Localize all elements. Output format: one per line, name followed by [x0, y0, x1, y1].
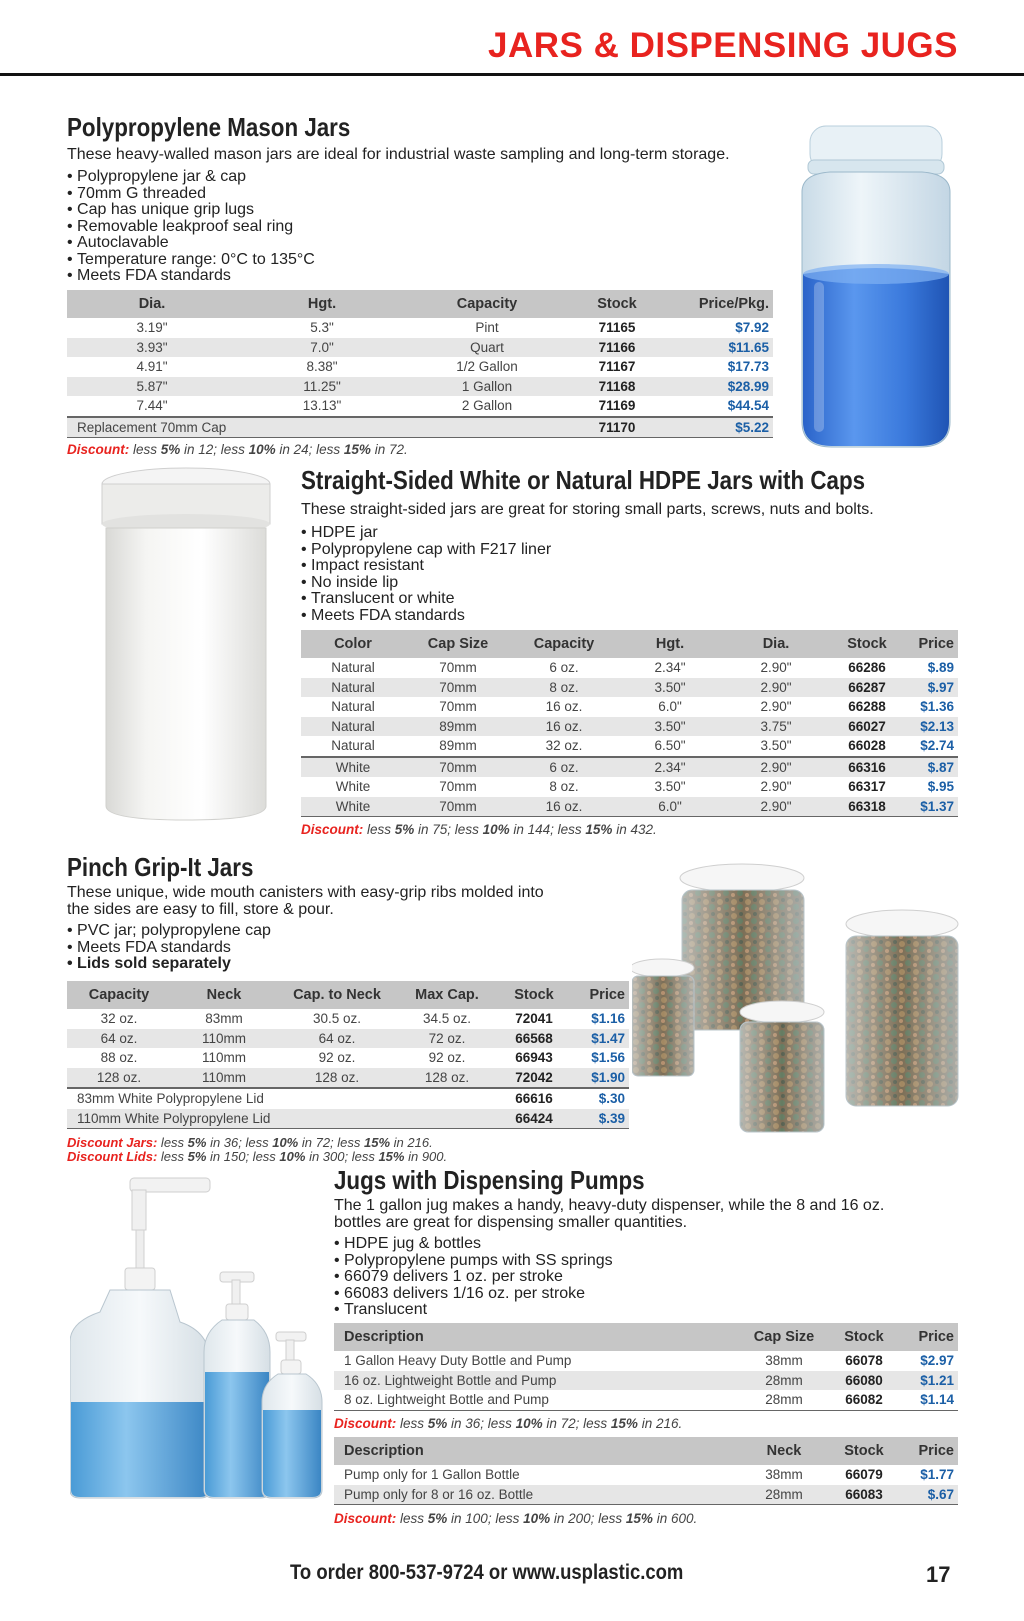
discount-pct: 15%	[343, 442, 371, 457]
cell: Natural	[331, 699, 375, 715]
page-category-title: JARS & DISPENSING JUGS	[488, 26, 958, 65]
table-header-row	[67, 290, 773, 318]
hdpe-jars-table	[301, 630, 958, 817]
discount-pct: 5%	[394, 822, 415, 837]
pumps-discount	[334, 1511, 697, 1526]
discount-text: in 72; less	[298, 1135, 365, 1150]
stock-number: 71165	[598, 320, 636, 336]
cell: 70mm	[405, 678, 511, 698]
page-number: 17	[926, 1562, 951, 1587]
col-header: Max Cap.	[397, 981, 497, 1009]
stock-number: 66287	[829, 678, 905, 698]
price: $.95	[927, 779, 954, 795]
discount-pct: 5%	[187, 1135, 207, 1150]
col-header: Cap. to Neck	[277, 981, 397, 1009]
discount-label: Discount:	[67, 442, 130, 457]
cell: White	[301, 757, 405, 778]
cell: Quart	[407, 338, 567, 358]
price: $1.77	[920, 1467, 954, 1483]
bullet-item: • Cap has unique grip lugs	[67, 202, 315, 219]
cell: 110mm	[201, 1050, 246, 1066]
discount-pct: 10%	[248, 442, 276, 457]
discount-label: Discount:	[334, 1511, 397, 1526]
bullet-item: • Lids sold separately	[67, 956, 271, 973]
jugs-intro: The 1 gallon jug makes a handy, heavy-duty dispenser, while the 8 and 16 oz. bottles are great for dispensing smaller quantities.	[334, 1197, 885, 1231]
table-row	[67, 1109, 629, 1129]
cell: 7.0"	[237, 338, 407, 358]
price: $.67	[902, 1485, 958, 1505]
cell: 2.34"	[654, 660, 686, 676]
table-row	[67, 1029, 629, 1049]
price: $44.54	[727, 398, 769, 414]
mason-jars-bullets	[67, 169, 315, 285]
cell: 28mm	[742, 1390, 826, 1410]
price: $17.73	[727, 359, 769, 375]
cell: 70mm	[439, 660, 477, 676]
col-header: Price	[905, 630, 958, 658]
jugs-discount	[334, 1416, 682, 1431]
cell: 7.44"	[136, 398, 168, 414]
stock-number: 66288	[848, 699, 886, 715]
mason-jars-intro: These heavy-walled mason jars are ideal for industrial waste sampling and long-term storage.	[67, 146, 730, 163]
cell: 2.34"	[617, 757, 723, 778]
cell: 3.50"	[760, 738, 792, 754]
cell: 64 oz.	[277, 1029, 397, 1049]
col-header: Capacity	[407, 290, 567, 318]
cell: 3.75"	[723, 717, 829, 737]
stock-number: 71166	[567, 338, 667, 358]
price: $1.36	[920, 699, 954, 715]
cell: 2 Gallon	[461, 398, 513, 414]
col-header: Cap Size	[742, 1323, 826, 1351]
price: $.39	[571, 1109, 629, 1129]
cell: 11.25"	[237, 377, 407, 397]
bullet-item: • Meets FDA standards	[67, 268, 315, 285]
bullet-item: • Impact resistant	[301, 558, 551, 575]
hdpe-jars-intro: These straight-sided jars are great for storing small parts, screws, nuts and bolts.	[301, 501, 874, 518]
cell: 3.50"	[617, 717, 723, 737]
discount-text: in 150; less	[206, 1149, 280, 1164]
stock-number: 66568	[497, 1029, 571, 1049]
discount-text: in 300; less	[305, 1149, 379, 1164]
col-header: Dia.	[67, 290, 237, 318]
table-row	[334, 1371, 958, 1391]
discount-text: in 432.	[612, 822, 657, 837]
cell: 16 oz.	[511, 717, 617, 737]
table-row	[67, 1048, 629, 1068]
price: $1.21	[902, 1371, 958, 1391]
cell: 6.50"	[654, 738, 686, 754]
mason-discount	[67, 442, 408, 457]
stock-number: 66424	[497, 1109, 571, 1129]
col-header: Neck	[171, 981, 277, 1009]
cell: 34.5 oz.	[422, 1011, 472, 1027]
price: $.97	[905, 678, 958, 698]
discount-pct: 15%	[378, 1149, 405, 1164]
table-header-row	[334, 1323, 958, 1351]
cell: 6 oz.	[511, 757, 617, 778]
hdpe-discount	[301, 822, 657, 837]
cell: 128 oz.	[277, 1068, 397, 1089]
table-row	[301, 658, 958, 678]
cell: 88 oz.	[100, 1050, 138, 1066]
mason-jars-table	[67, 290, 773, 438]
price: $1.47	[571, 1029, 629, 1049]
cell: 2.90"	[723, 678, 829, 698]
cell: Pint	[475, 320, 499, 336]
bullet-item: • Removable leakproof seal ring	[67, 219, 315, 236]
discount-text: in 100; less	[447, 1511, 524, 1526]
discount-pct: 15%	[585, 822, 613, 837]
discount-text: in 72.	[370, 442, 408, 457]
pinch-jars-table	[67, 981, 629, 1129]
stock-number: 66078	[845, 1353, 883, 1369]
discount-text: less	[157, 1149, 188, 1164]
stock-number: 66316	[829, 757, 905, 778]
discount-label: Discount:	[334, 1416, 397, 1431]
stock-number: 72042	[497, 1068, 571, 1089]
cell: 92 oz.	[428, 1050, 466, 1066]
table-row	[67, 1009, 629, 1029]
mason-jars-title: Polypropylene Mason Jars	[67, 112, 351, 142]
table-row	[334, 1465, 958, 1485]
col-header: Description	[334, 1323, 742, 1351]
bullet-item: • Polypropylene jar & cap	[67, 169, 315, 186]
bullet-item: • Meets FDA standards	[301, 608, 551, 625]
jugs-table	[334, 1323, 958, 1411]
price: $2.74	[920, 738, 954, 754]
cell: Pump only for 8 or 16 oz. Bottle	[334, 1485, 742, 1505]
stock-number: 71170	[567, 417, 667, 438]
cell: 3.50"	[617, 678, 723, 698]
hdpe-jars-bullets	[301, 525, 551, 624]
stock-number: 66317	[848, 779, 886, 795]
discount-text: less	[363, 822, 395, 837]
discount-label: Discount:	[301, 822, 364, 837]
cell: 8.38"	[306, 359, 338, 375]
table-row	[67, 396, 773, 417]
cell: White	[301, 797, 405, 817]
cell: Natural	[301, 717, 405, 737]
table-row	[301, 777, 958, 797]
discount-label: Discount Lids:	[67, 1149, 158, 1164]
cell: 2.90"	[760, 699, 792, 715]
cell: 2.90"	[723, 757, 829, 778]
cell: 8 oz.	[549, 779, 579, 795]
bullet-item: • Polypropylene cap with F217 liner	[301, 542, 551, 559]
pinch-jars-image	[632, 856, 962, 1136]
table-row	[334, 1485, 958, 1505]
col-header: Price	[902, 1437, 958, 1465]
col-header: Hgt.	[617, 630, 723, 658]
cell: 70mm	[405, 797, 511, 817]
pumps-table	[334, 1437, 958, 1505]
cell: 70mm	[439, 779, 477, 795]
table-row	[67, 377, 773, 397]
table-header-row	[67, 981, 629, 1009]
discount-text: less	[129, 442, 161, 457]
discount-text: in 36; less	[206, 1135, 273, 1150]
cell: 2.90"	[723, 797, 829, 817]
cell: 83mm	[205, 1011, 243, 1027]
col-header: Description	[334, 1437, 742, 1465]
discount-pct: 10%	[272, 1135, 299, 1150]
bullet-item: • HDPE jug & bottles	[334, 1236, 613, 1253]
bullet-item: • 70mm G threaded	[67, 186, 315, 203]
table-row	[301, 757, 958, 778]
table-row	[301, 678, 958, 698]
discount-pct: 5%	[427, 1511, 448, 1526]
col-header: Stock	[567, 290, 667, 318]
price: $28.99	[667, 377, 773, 397]
discount-text: in 36; less	[447, 1416, 516, 1431]
pinch-discount-lids	[67, 1149, 447, 1164]
table-row	[334, 1390, 958, 1410]
stock-number: 66082	[826, 1390, 902, 1410]
bullet-item: • Translucent	[334, 1302, 613, 1319]
col-header: Stock	[497, 981, 571, 1009]
discount-pct: 10%	[523, 1511, 551, 1526]
bullet-item: • PVC jar; polypropylene cap	[67, 923, 271, 940]
cell: 38mm	[765, 1467, 803, 1483]
stock-number: 66028	[848, 738, 886, 754]
cell: 30.5 oz.	[312, 1011, 362, 1027]
stock-number: 66083	[826, 1485, 902, 1505]
hdpe-jar-image	[96, 466, 276, 826]
table-header-row	[334, 1437, 958, 1465]
discount-text: in 72; less	[542, 1416, 611, 1431]
discount-text: in 24; less	[275, 442, 344, 457]
col-header: Neck	[742, 1437, 826, 1465]
cell: 1/2 Gallon	[456, 359, 518, 375]
cell: 1 Gallon Heavy Duty Bottle and Pump	[344, 1353, 572, 1369]
discount-pct: 5%	[160, 442, 181, 457]
mason-jar-image	[780, 122, 970, 452]
jugs-title: Jugs with Dispensing Pumps	[334, 1165, 645, 1195]
col-header: Stock	[829, 630, 905, 658]
discount-text: in 600.	[652, 1511, 698, 1526]
discount-text: in 216.	[390, 1135, 433, 1150]
col-header: Capacity	[67, 981, 171, 1009]
bullet-item: • Translucent or white	[301, 591, 551, 608]
col-header: Capacity	[511, 630, 617, 658]
table-row	[67, 417, 773, 438]
cell: 5.3"	[310, 320, 334, 336]
cell: 89mm	[405, 717, 511, 737]
pinch-discount-jars	[67, 1135, 433, 1150]
bullet-item: • Temperature range: 0°C to 135°C	[67, 252, 315, 269]
discount-text: in 216.	[637, 1416, 683, 1431]
table-row	[67, 318, 773, 338]
col-header: Color	[301, 630, 405, 658]
jugs-pumps-image	[70, 1172, 345, 1502]
cell: 89mm	[439, 738, 477, 754]
table-header-row	[301, 630, 958, 658]
discount-label: Discount Jars:	[67, 1135, 158, 1150]
discount-text: in 144; less	[509, 822, 586, 837]
header-rule	[0, 73, 1024, 76]
pinch-jars-intro: These unique, wide mouth canisters with easy-grip ribs molded into the sides are easy to fill, store & pour.	[67, 884, 544, 918]
price: $.87	[905, 757, 958, 778]
discount-pct: 15%	[625, 1511, 653, 1526]
table-row	[67, 357, 773, 377]
bullet-item: • Polypropylene pumps with SS springs	[334, 1253, 613, 1270]
bullet-item: • 66083 delivers 1/16 oz. per stroke	[334, 1286, 613, 1303]
stock-number: 66286	[848, 660, 886, 676]
cell: 64 oz.	[67, 1029, 171, 1049]
bullet-item: • Autoclavable	[67, 235, 315, 252]
cell: 110mm White Polypropylene Lid	[67, 1109, 497, 1129]
bullet-item: • HDPE jar	[301, 525, 551, 542]
price: $5.22	[667, 417, 773, 438]
discount-text: less	[396, 1511, 428, 1526]
cell: Pump only for 1 Gallon Bottle	[344, 1467, 520, 1483]
hdpe-jars-title: Straight-Sided White or Natural HDPE Jars with Caps	[301, 465, 866, 495]
table-row	[301, 736, 958, 757]
discount-text: in 12; less	[180, 442, 249, 457]
stock-number: 71169	[598, 398, 636, 414]
cell: Natural	[331, 660, 375, 676]
price: $1.90	[571, 1068, 629, 1089]
cell: 3.19"	[136, 320, 168, 336]
cell: 6 oz.	[549, 660, 579, 676]
discount-pct: 10%	[279, 1149, 306, 1164]
stock-number: 72041	[515, 1011, 553, 1027]
cell: 4.91"	[136, 359, 168, 375]
cell: 16 oz. Lightweight Bottle and Pump	[334, 1371, 742, 1391]
cell: Natural	[331, 738, 375, 754]
cell: 16 oz.	[545, 699, 583, 715]
table-row	[301, 697, 958, 717]
col-header: Price	[902, 1323, 958, 1351]
col-header: Hgt.	[237, 290, 407, 318]
jugs-bullets	[334, 1236, 613, 1319]
cell: 32 oz.	[545, 738, 583, 754]
discount-pct: 15%	[364, 1135, 391, 1150]
cell: 2.90"	[760, 660, 792, 676]
cell: 128 oz.	[67, 1068, 171, 1089]
cell: 28mm	[742, 1485, 826, 1505]
col-header: Stock	[826, 1323, 902, 1351]
cell: 72 oz.	[397, 1029, 497, 1049]
discount-pct: 5%	[427, 1416, 448, 1431]
stock-number: 66027	[829, 717, 905, 737]
col-header: Price	[571, 981, 629, 1009]
price: $1.16	[591, 1011, 625, 1027]
cell: 3.93"	[67, 338, 237, 358]
price: $1.37	[905, 797, 958, 817]
discount-pct: 10%	[515, 1416, 543, 1431]
price: $1.56	[591, 1050, 625, 1066]
cell: 83mm White Polypropylene Lid	[67, 1088, 497, 1109]
cell: 8 oz.	[511, 678, 617, 698]
cell: 2.90"	[760, 779, 792, 795]
discount-text: less	[157, 1135, 188, 1150]
bullet-item: • 66079 delivers 1 oz. per stroke	[334, 1269, 613, 1286]
cell: 28mm	[742, 1371, 826, 1391]
cell: 1 Gallon	[407, 377, 567, 397]
discount-text: less	[396, 1416, 428, 1431]
cell: 3.50"	[654, 779, 686, 795]
cell: Replacement 70mm Cap	[67, 417, 567, 438]
cell: 92 oz.	[318, 1050, 356, 1066]
table-row	[67, 1088, 629, 1109]
bullet-item: • Meets FDA standards	[67, 940, 271, 957]
discount-pct: 15%	[610, 1416, 638, 1431]
cell: 110mm	[171, 1029, 277, 1049]
bullet-item: • No inside lip	[301, 575, 551, 592]
cell: 32 oz.	[100, 1011, 138, 1027]
stock-number: 71167	[598, 359, 636, 375]
cell: 70mm	[439, 699, 477, 715]
cell: 38mm	[765, 1353, 803, 1369]
table-row	[334, 1351, 958, 1371]
price: $11.65	[667, 338, 773, 358]
stock-number: 66318	[829, 797, 905, 817]
table-row	[67, 338, 773, 358]
stock-number: 66079	[845, 1467, 883, 1483]
cell: 16 oz.	[511, 797, 617, 817]
cell: 6.0"	[658, 699, 682, 715]
table-row	[301, 797, 958, 817]
discount-pct: 5%	[187, 1149, 207, 1164]
price: $.30	[571, 1088, 629, 1109]
stock-number: 71168	[567, 377, 667, 397]
table-row	[67, 1068, 629, 1089]
discount-text: in 200; less	[550, 1511, 626, 1526]
col-header: Price/Pkg.	[667, 290, 773, 318]
cell: White	[335, 779, 371, 795]
price: $1.14	[902, 1390, 958, 1410]
cell: 70mm	[405, 757, 511, 778]
col-header: Cap Size	[405, 630, 511, 658]
cell: 128 oz.	[397, 1068, 497, 1089]
discount-text: in 75; less	[414, 822, 483, 837]
price: $.89	[927, 660, 954, 676]
cell: 8 oz. Lightweight Bottle and Pump	[334, 1390, 742, 1410]
cell: 110mm	[171, 1068, 277, 1089]
price: $2.97	[920, 1353, 954, 1369]
price: $2.13	[905, 717, 958, 737]
cell: 5.87"	[67, 377, 237, 397]
pinch-jars-bullets	[67, 923, 271, 973]
cell: 13.13"	[302, 398, 342, 414]
pinch-jars-title: Pinch Grip-It Jars	[67, 852, 254, 882]
stock-number: 66616	[497, 1088, 571, 1109]
table-row	[301, 717, 958, 737]
cell: 6.0"	[617, 797, 723, 817]
col-header: Dia.	[723, 630, 829, 658]
discount-pct: 10%	[482, 822, 510, 837]
discount-text: in 900.	[404, 1149, 448, 1164]
cell: Natural	[301, 678, 405, 698]
price: $7.92	[735, 320, 769, 336]
stock-number: 66943	[515, 1050, 553, 1066]
order-info: To order 800-537-9724 or www.usplastic.com	[290, 1561, 684, 1584]
stock-number: 66080	[826, 1371, 902, 1391]
col-header: Stock	[826, 1437, 902, 1465]
